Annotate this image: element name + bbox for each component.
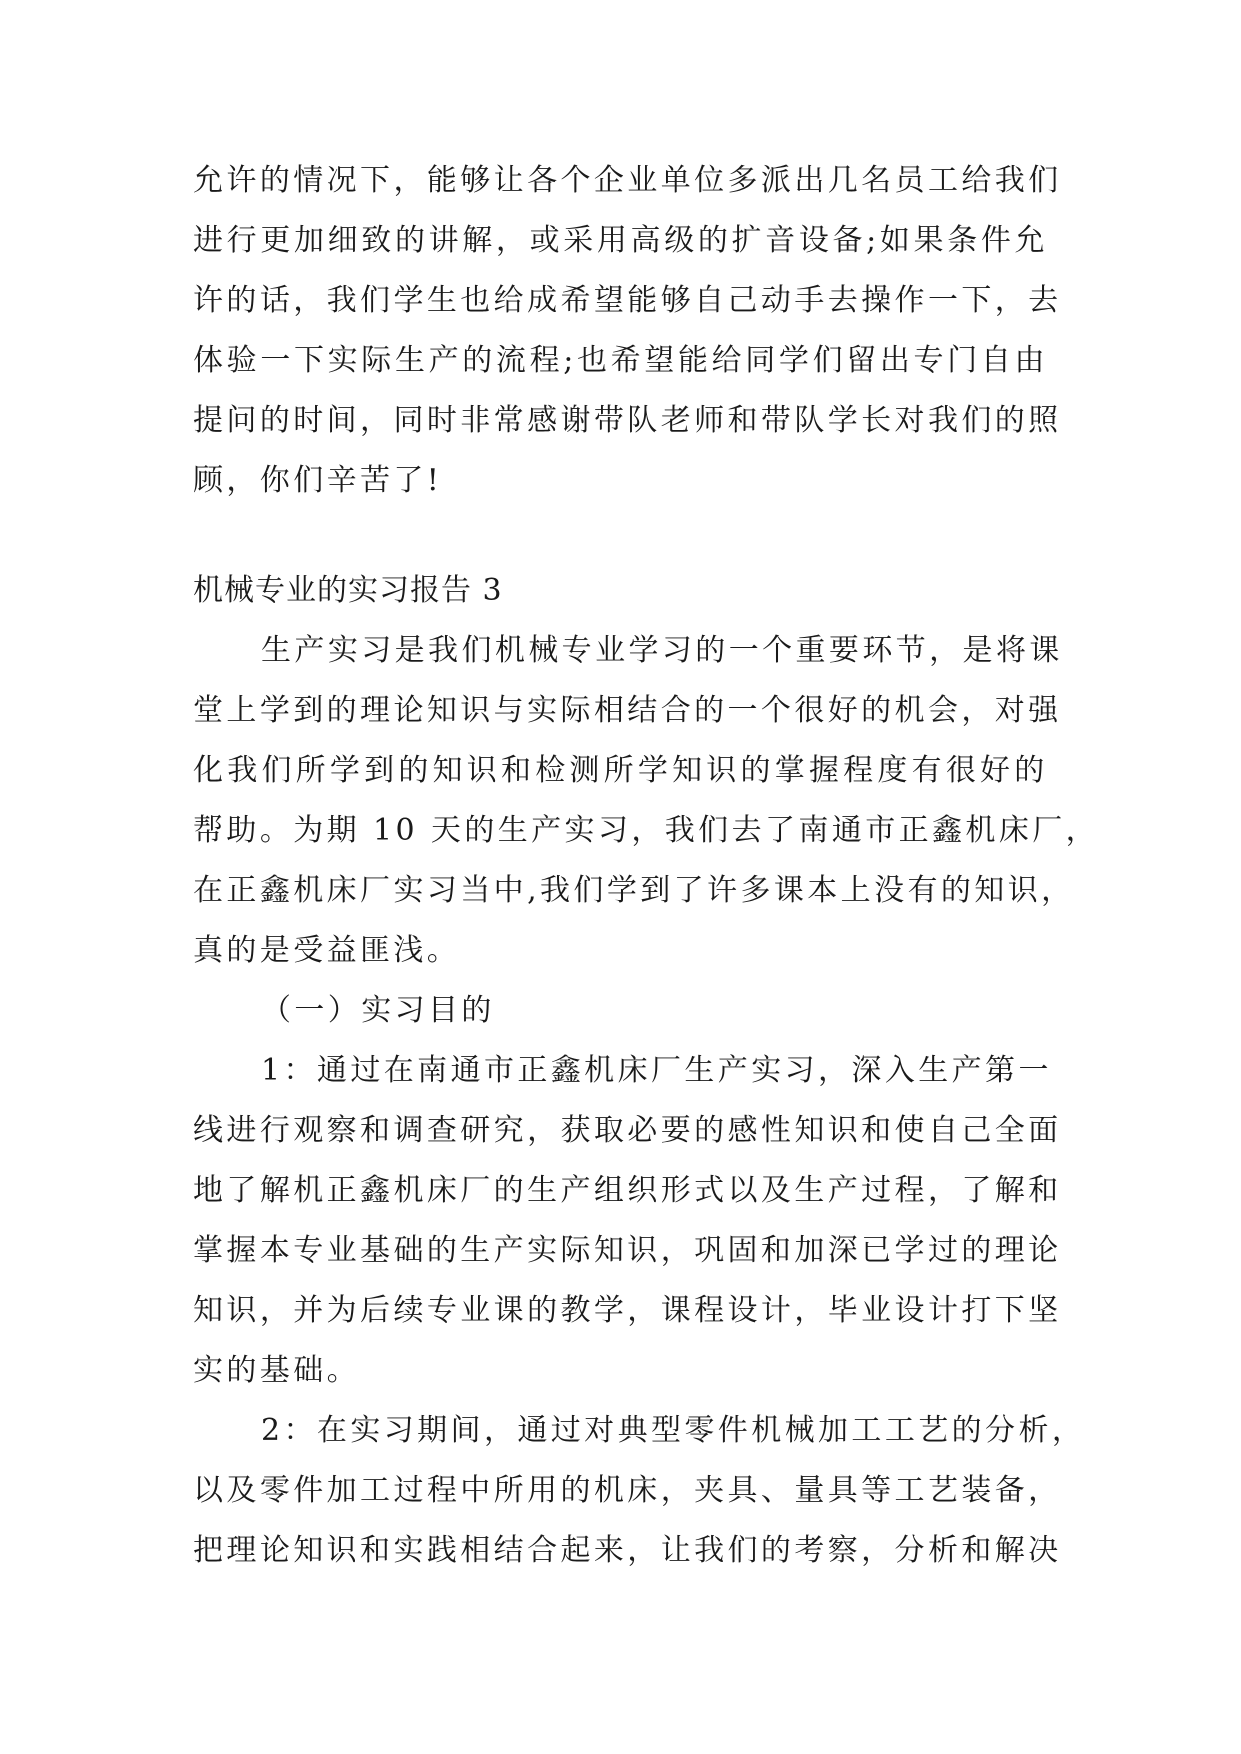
paragraph-line: 提 问 的 时 间 ， 同 时 非 常 感 谢 带 队 老 师 和 带 队 学 长 对 我 们 的 照 bbox=[193, 403, 1062, 438]
paragraph-line: 地 了 解 机 正 鑫 机 床 厂 的 生 产 组 织 形 式 以 及 生 产 过 程 ， 了 解 和 bbox=[193, 1173, 1062, 1208]
paragraph-line: 知 识 ， 并 为 后 续 专 业 课 的 教 学 ， 课 程 设 计 ， 毕 业 设 计 打 下 坚 bbox=[193, 1293, 1062, 1328]
paragraph-line: 体 验 一 下 实 际 生 产 的 流 程 ; 也 希 望 能 给 同 学 们 留 出 专 门 自 由 bbox=[193, 343, 1048, 378]
paragraph-line: 在 正 鑫 机 床 厂 实 习 当 中 , 我 们 学 到 了 许 多 课 本 上 没 有 的 知 识 ， bbox=[193, 873, 1075, 908]
paragraph-line: 帮 助 。 为 期 1 0 天 的 生 产 实 习 ， 我 们 去 了 南 通 市 正 鑫 机 床 厂 ， bbox=[193, 813, 1100, 848]
paragraph-line: 线 进 行 观 察 和 调 查 研 究 ， 获 取 必 要 的 感 性 知 识 和 使 自 己 全 面 bbox=[193, 1113, 1062, 1148]
paragraph-line: 1 ： 通 过 在 南 通 市 正 鑫 机 床 厂 生 产 实 习 ， 深 入 生 产 第 一 bbox=[261, 1053, 1052, 1088]
paragraph-line: 进 行 更 加 细 致 的 讲 解 ， 或 采 用 高 级 的 扩 音 设 备 ; 如 果 条 件 允 bbox=[193, 223, 1048, 258]
subheading: （一）实习目的 bbox=[261, 993, 495, 1028]
paragraph-line: 2 ： 在 实 习 期 间 ， 通 过 对 典 型 零 件 机 械 加 工 工 艺 的 分 析 ， bbox=[261, 1413, 1086, 1448]
paragraph-line: 掌 握 本 专 业 基 础 的 生 产 实 际 知 识 ， 巩 固 和 加 深 已 学 过 的 理 论 bbox=[193, 1233, 1062, 1268]
paragraph-line: 把 理 论 知 识 和 实 践 相 结 合 起 来 ， 让 我 们 的 考 察 ， 分 析 和 解 决 bbox=[193, 1533, 1062, 1568]
paragraph-line: 以 及 零 件 加 工 过 程 中 所 用 的 机 床 ， 夹 具 、 量 具 等 工 艺 装 备 ， bbox=[193, 1473, 1062, 1508]
paragraph-line: 化 我 们 所 学 到 的 知 识 和 检 测 所 学 知 识 的 掌 握 程 度 有 很 好 的 bbox=[193, 753, 1048, 788]
paragraph-line: 顾，你们辛苦了! bbox=[193, 463, 443, 498]
paragraph-line: 许 的 话 ， 我 们 学 生 也 给 成 希 望 能 够 自 己 动 手 去 操 作 一 下 ， 去 bbox=[193, 283, 1062, 318]
paragraph-line: 真的是受益匪浅。 bbox=[193, 933, 461, 968]
section-title: 机械专业的实习报告 3 bbox=[193, 573, 503, 608]
paragraph-line: 允 许 的 情 况 下 ， 能 够 让 各 个 企 业 单 位 多 派 出 几 名 员 工 给 我 们 bbox=[193, 163, 1062, 198]
paragraph-line: 实的基础。 bbox=[193, 1353, 360, 1388]
paragraph-line: 生 产 实 习 是 我 们 机 械 专 业 学 习 的 一 个 重 要 环 节 ， 是 将 课 bbox=[261, 633, 1063, 668]
paragraph-line: 堂 上 学 到 的 理 论 知 识 与 实 际 相 结 合 的 一 个 很 好 的 机 会 ， 对 强 bbox=[193, 693, 1062, 728]
